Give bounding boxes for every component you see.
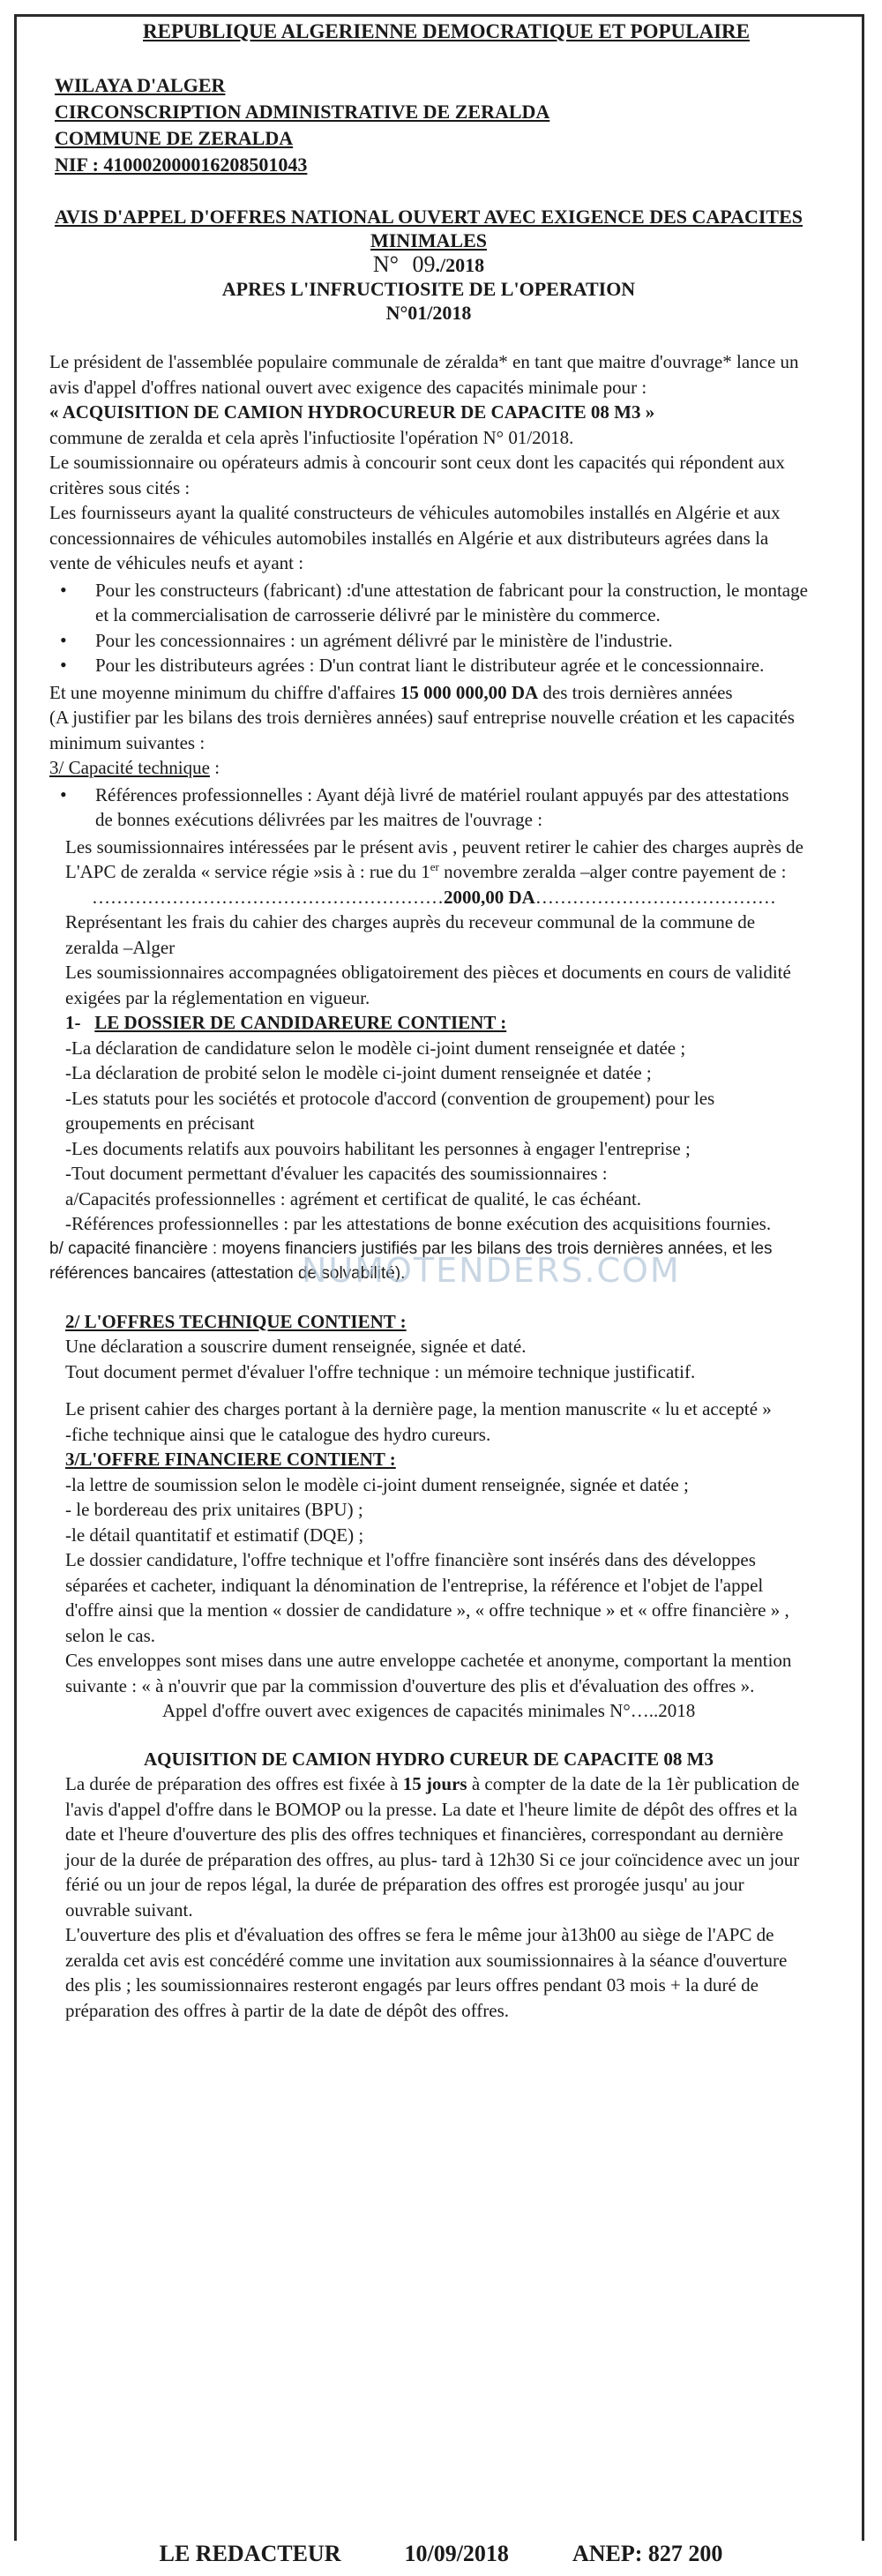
dossier-title: LE DOSSIER DE CANDIDAREURE CONTIENT : [94, 1012, 507, 1033]
price-dots-right: ………………………………… [534, 886, 776, 908]
intro-paragraph: Le président de l'assemblée populaire communale de zéralda* en tant que maitre d'ouvrage* lance un avis d'appel d'offres national ouvert avec exigence des capacités minimale pour : [49, 351, 799, 398]
retrait-superscript: er [430, 860, 439, 873]
title-line-4: APRES L'INFRUCTIOSITE DE L'OPERATION [221, 278, 636, 300]
offre-technique-note: Le prisent cahier des charges portant à la dernière page, la mention manuscrite « lu et accepté » [65, 1398, 772, 1419]
offre-financiere-title: 3/L'OFFRE FINANCIERE CONTIENT : [65, 1449, 396, 1470]
footer-anep: ANEP: 827 200 [567, 2541, 728, 2567]
nif-line: NIF : 410002000016208501043 [55, 154, 308, 176]
republic-heading: REPUBLIQUE ALGERIENNE DEMOCRATIQUE ET POPULAIRE [143, 20, 750, 42]
object-line: « ACQUISITION DE CAMION HYDROCUREUR DE CAPACITE 08 M3 » [49, 401, 655, 423]
intro-suppliers: Les fournisseurs ayant la qualité constructeurs de véhicules automobiles installés en Algérie et aux concessionnaires de véhicules automobiles installés en Algérie et aux distributeurs agrées dans la vente de véhicules neufs et ayant : [49, 502, 781, 573]
title-line-5: N°01/2018 [385, 302, 472, 324]
closing-block [49, 1771, 808, 2023]
appel-offre-line: Appel d'offre ouvert avec exigences de capacités minimales N°…..2018 [162, 1700, 696, 1721]
dossier-item: -Les documents relatifs aux pouvoirs habilitant les personnes à engager l'entreprise ; [65, 1137, 691, 1159]
spacer [65, 1384, 808, 1397]
criteria-item: • Pour les constructeurs (fabricant) :d'une attestation de fabricant pour la construction, le montage et la commercialisation de carrosserie délivré par le ministère du commerce. [49, 578, 808, 628]
footer-redacteur: LE REDACTEUR [154, 2541, 347, 2567]
offre-technique-block [49, 1309, 808, 1724]
financial-amount: 15 000 000,00 DA [400, 681, 539, 703]
financial-justify: (A justifier par les bilans des trois dernières années) sauf entreprise nouvelle création et les capacités minimum suivantes : [49, 707, 795, 753]
footer-date: 10/09/2018 [399, 2541, 513, 2567]
offre-technique-note: -fiche technique ainsi que le catalogue des hydro cureurs. [65, 1423, 491, 1445]
retrait-block [49, 835, 808, 1237]
footer [0, 2541, 882, 2567]
closing-duration-days: 15 jours [402, 1773, 467, 1794]
wilaya-line: WILAYA D'ALGER [55, 74, 226, 96]
closing-duration-a: La durée de préparation des offres est fixée à [65, 1773, 403, 1794]
circonscription-line: CIRCONSCRIPTION ADMINISTRATIVE DE ZERALDA [55, 101, 550, 123]
offre-financiere-item: -le détail quantitatif et estimatif (DQE) ; [65, 1524, 364, 1546]
notice-number-value: 09 [412, 251, 436, 277]
dossier-item: -Références professionnelles : par les attestations de bonne exécution des acquisitions fournies. [65, 1213, 772, 1234]
retrait-text-a: Les soumissionnaires intéressées par le présent avis , peuvent retirer le cahier des charges auprès de L'APC de zeralda « service régie »sis à : rue du 1 [65, 835, 804, 882]
notice-number-prefix: N° [372, 251, 400, 277]
criteria-list [49, 578, 808, 678]
offre-financiere-item: - le bordereau des prix unitaires (BPU) ; [65, 1499, 363, 1520]
administration-block [55, 72, 808, 178]
financial-post: des trois dernières années [538, 681, 733, 703]
notice-number-suffix: ./2018 [435, 254, 485, 276]
closing-title: AQUISITION DE CAMION HYDRO CUREUR DE CAPACITE 08 M3 [144, 1748, 714, 1770]
closing-duration [65, 1771, 808, 1922]
dossier-item: -La déclaration de candidature selon le modèle ci-joint dument renseignée et datée ; [65, 1037, 686, 1059]
criteria-item: • Pour les concessionnaires : un agrément délivré par le ministère de l'industrie. [49, 628, 808, 654]
notice-number [49, 252, 808, 277]
technique-heading [49, 755, 808, 781]
watermark: NUMOTENDERS.COM [302, 1251, 681, 1290]
anonyme-paragraph: Ces enveloppes sont mises dans une autre enveloppe cachetée et anonyme, comportant la mention suivante : « à n'ouvrir que par la commission d'ouverture des plis et d'évaluation des offres ». [65, 1650, 792, 1696]
title-line-2: MINIMALES [370, 229, 487, 251]
commune-line: COMMUNE DE ZERALDA [55, 127, 294, 149]
intro-commune: commune de zeralda et cela après l'infuctiosite l'opération N° 01/2018. [49, 426, 574, 448]
financial-capacity [49, 680, 808, 706]
document-body [49, 19, 808, 2023]
notice-title [49, 205, 808, 325]
technique-reference: • Références professionnelles : Ayant déjà livré de matériel roulant appuyés par des attestations de bonnes exécutions délivrées par les maitres de l'ouvrage : [49, 783, 808, 833]
retrait-paragraph [65, 835, 808, 885]
criteria-item: • Pour les distributeurs agrées : D'un contrat liant le distributeur agrée et le concessionnaire. [49, 653, 808, 678]
price-value: 2000,00 DA [444, 886, 535, 908]
spacer [49, 1724, 808, 1747]
offre-technique-item: Tout document permet d'évaluer l'offre technique : un mémoire technique justificatif. [65, 1360, 696, 1382]
offre-technique-item: Une déclaration a souscrire dument renseignée, signée et daté. [65, 1336, 527, 1357]
intro-admission: Le soumissionnaire ou opérateurs admis à concourir sont ceux dont les capacités qui répondent aux critères sous cités : [49, 452, 785, 498]
offre-financiere-item: -la lettre de soumission selon le modèle ci-joint dument renseignée, signée et datée ; [65, 1473, 689, 1495]
notice-text [49, 349, 808, 2023]
retrait-receveur: Représentant les frais du cahier des charges auprès du receveur communal de la commune de zeralda –Alger [65, 911, 756, 958]
enveloppes-paragraph: Le dossier candidature, l'offre technique et l'offre financière sont insérés dans des développes séparées et cacheter, indiquant la dénomination de l'entreprise, la référence et l'objet de l'appel d'offre ainsi que la mention « dossier de candidature », « offre technique » et « offre financière » , selon le cas. [65, 1549, 789, 1646]
dossier-item: -Tout document permettant d'évaluer les capacités des soumissionnaires : [65, 1163, 608, 1184]
dossier-number: 1- [65, 1012, 81, 1033]
offre-technique-title: 2/ L'OFFRES TECHNIQUE CONTIENT : [65, 1310, 407, 1332]
closing-duration-c: à compter de la date de la 1èr publication de l'avis d'appel d'offre dans le BOMOP ou la presse. La date et l'heure limite de dépôt des offres et la date et l'heure d'ouverture des plis des offres techniques et financières, correspondant au dernière jour de la durée de préparation des offres, au plus- tard à 12h30 Si ce jour coïncidence avec un jour férié ou un jour de repos légal, la durée de préparation des offres est prorogée jusqu' au jour ouvrable suivant. [65, 1773, 800, 1921]
technique-title: 3/ Capacité technique [49, 757, 210, 778]
dossier-item: a/Capacités professionnelles : agrément et certificat de qualité, le cas échéant. [65, 1187, 642, 1209]
dossier-item: -La déclaration de probité selon le modèle ci-joint dument renseignée et datée ; [65, 1062, 652, 1083]
retrait-text-b: novembre zeralda –alger contre payement de : [438, 861, 787, 882]
capacite-financiere: b/ capacité financière : moyens financiers justifiés par les bilans des trois dernières années, et les références bancaires (attestation de solvabilité). [49, 1239, 773, 1283]
technique-title-tail: : [209, 757, 220, 778]
price-line [65, 885, 808, 910]
retrait-documents: Les soumissionnaires accompagnées obligatoirement des pièces et documents en cours de validité exigées par la réglementation en vigueur. [65, 962, 791, 1008]
price-dots-left: ………………………………………………… [92, 886, 444, 908]
dossier-item: -Les statuts pour les sociétés et protocole d'accord (convention de groupement) pour les groupements en précisant [65, 1087, 715, 1134]
title-line-1: AVIS D'APPEL D'OFFRES NATIONAL OUVERT AVEC EXIGENCE DES CAPACITES [54, 206, 804, 228]
financial-pre: Et une moyenne minimum du chiffre d'affaires [49, 681, 400, 703]
closing-opening: L'ouverture des plis et d'évaluation des offres se fera le même jour à13h00 au siège de l'APC de zeralda cet avis est concédéré comme une invitation aux soumissionnaires à la séance d'ouverture des plis ; les soumissionnaires resteront engagés par leurs offres pendant 03 mois + la duré de préparation des offres à partir de la date de dépôt des offres. [65, 1924, 788, 2021]
technique-list [49, 783, 808, 833]
dossier-heading [65, 1010, 808, 1036]
